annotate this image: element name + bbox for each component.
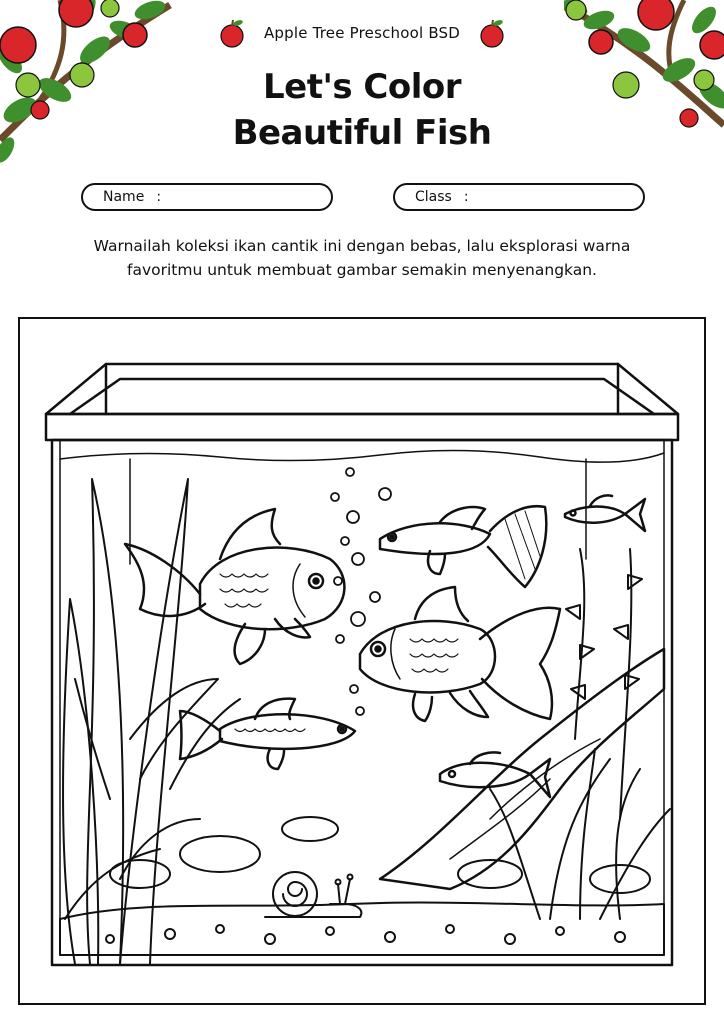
aquarium-illustration [20, 319, 704, 1003]
title-line-1: Let's Color [262, 67, 462, 107]
title-line-2: Beautiful Fish [232, 113, 492, 153]
driftwood [380, 649, 664, 889]
fish-icon [125, 509, 344, 664]
instructions-line-2: favoritmu untuk membuat gambar semakin menyenangkan. [127, 261, 597, 279]
instructions [40, 234, 684, 282]
class-field[interactable] [393, 183, 645, 211]
coloring-frame [18, 317, 706, 1005]
fish-icon [180, 699, 355, 769]
apple-icon [478, 18, 506, 48]
instructions-line-1: Warnailah koleksi ikan cantik ini dengan bebas, lalu eksplorasi warna [93, 237, 631, 255]
bubbles [331, 468, 391, 715]
class-label: Class [415, 189, 452, 205]
plant-icon [63, 479, 240, 964]
tank-lid [46, 364, 678, 440]
apple-icon [218, 18, 246, 48]
school-header [0, 18, 724, 48]
fish-icon [440, 752, 550, 797]
name-field[interactable] [81, 183, 333, 211]
fish-icon [565, 495, 645, 531]
fish-icon [360, 587, 560, 721]
page-title [0, 64, 724, 156]
name-separator: : [156, 189, 162, 205]
class-separator: : [463, 189, 469, 205]
fish-icon [380, 506, 546, 587]
school-name: Apple Tree Preschool BSD [263, 24, 461, 42]
plant-icon [490, 549, 670, 919]
name-label: Name [103, 189, 145, 205]
snail-icon [265, 872, 361, 917]
tank-body [52, 440, 672, 965]
